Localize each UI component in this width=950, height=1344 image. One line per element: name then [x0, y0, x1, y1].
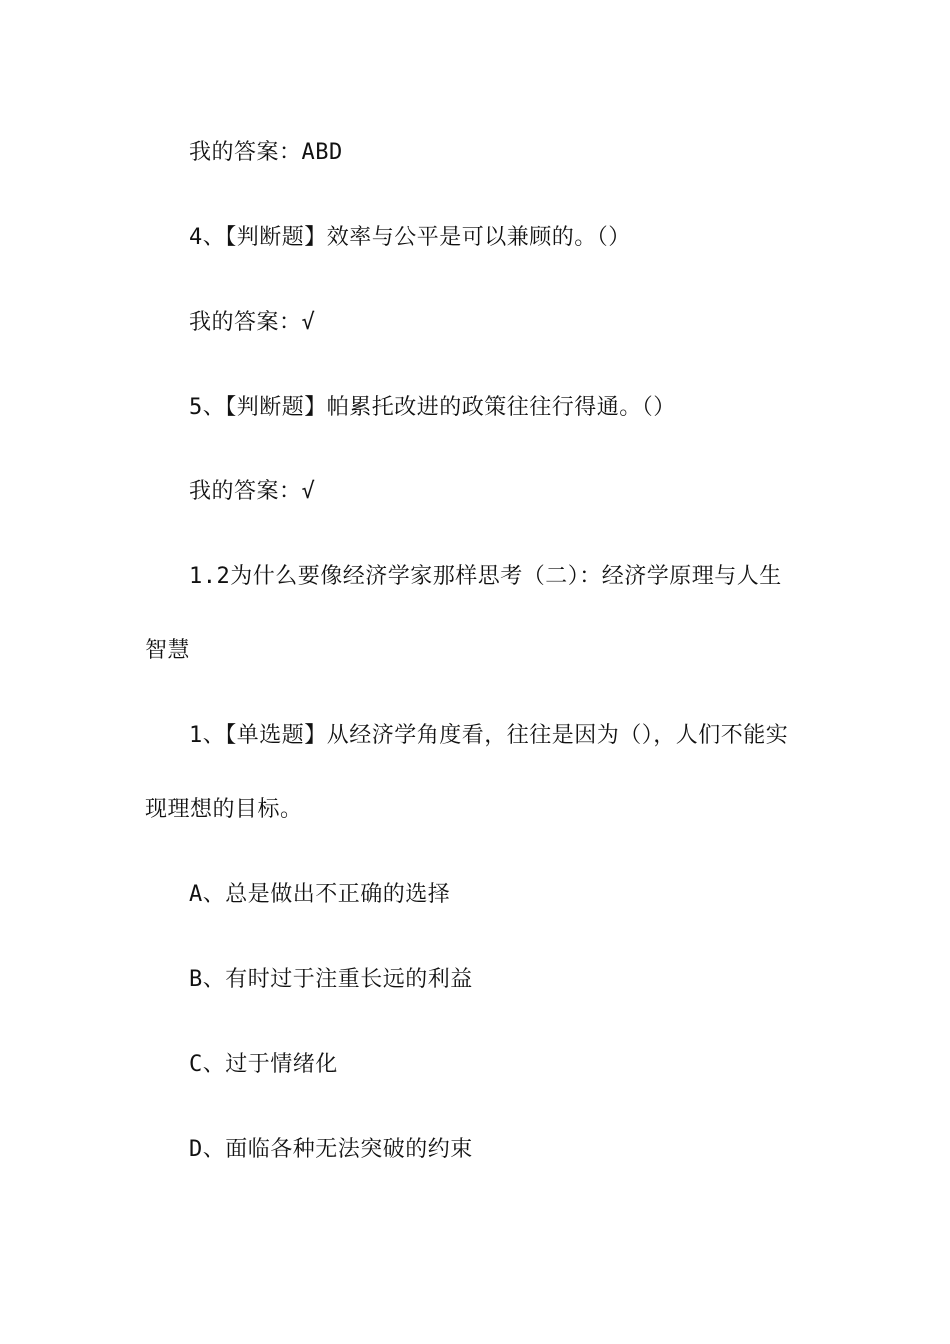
question-4: 4、【判断题】效率与公平是可以兼顾的。（）: [189, 225, 631, 250]
option-c: C、过于情绪化: [189, 1052, 338, 1077]
section-heading-line-1: 1.2为什么要像经济学家那样思考（二）：经济学原理与人生: [189, 564, 782, 589]
section-heading-line-2: 智慧: [145, 638, 191, 663]
answer-line-q4: 我的答案：√: [189, 310, 316, 335]
answer-line-q5: 我的答案：√: [189, 479, 316, 504]
option-a: A、总是做出不正确的选择: [189, 882, 451, 907]
question-1-line-1: 1、【单选题】从经济学角度看，往往是因为（），人们不能实: [189, 723, 789, 748]
answer-line-q3: 我的答案：ABD: [189, 140, 343, 165]
option-b: B、有时过于注重长远的利益: [189, 967, 473, 992]
question-1-line-2: 现理想的目标。: [145, 797, 303, 822]
option-d: D、面临各种无法突破的约束: [189, 1137, 473, 1162]
question-5: 5、【判断题】帕累托改进的政策往往行得通。（）: [189, 395, 676, 420]
